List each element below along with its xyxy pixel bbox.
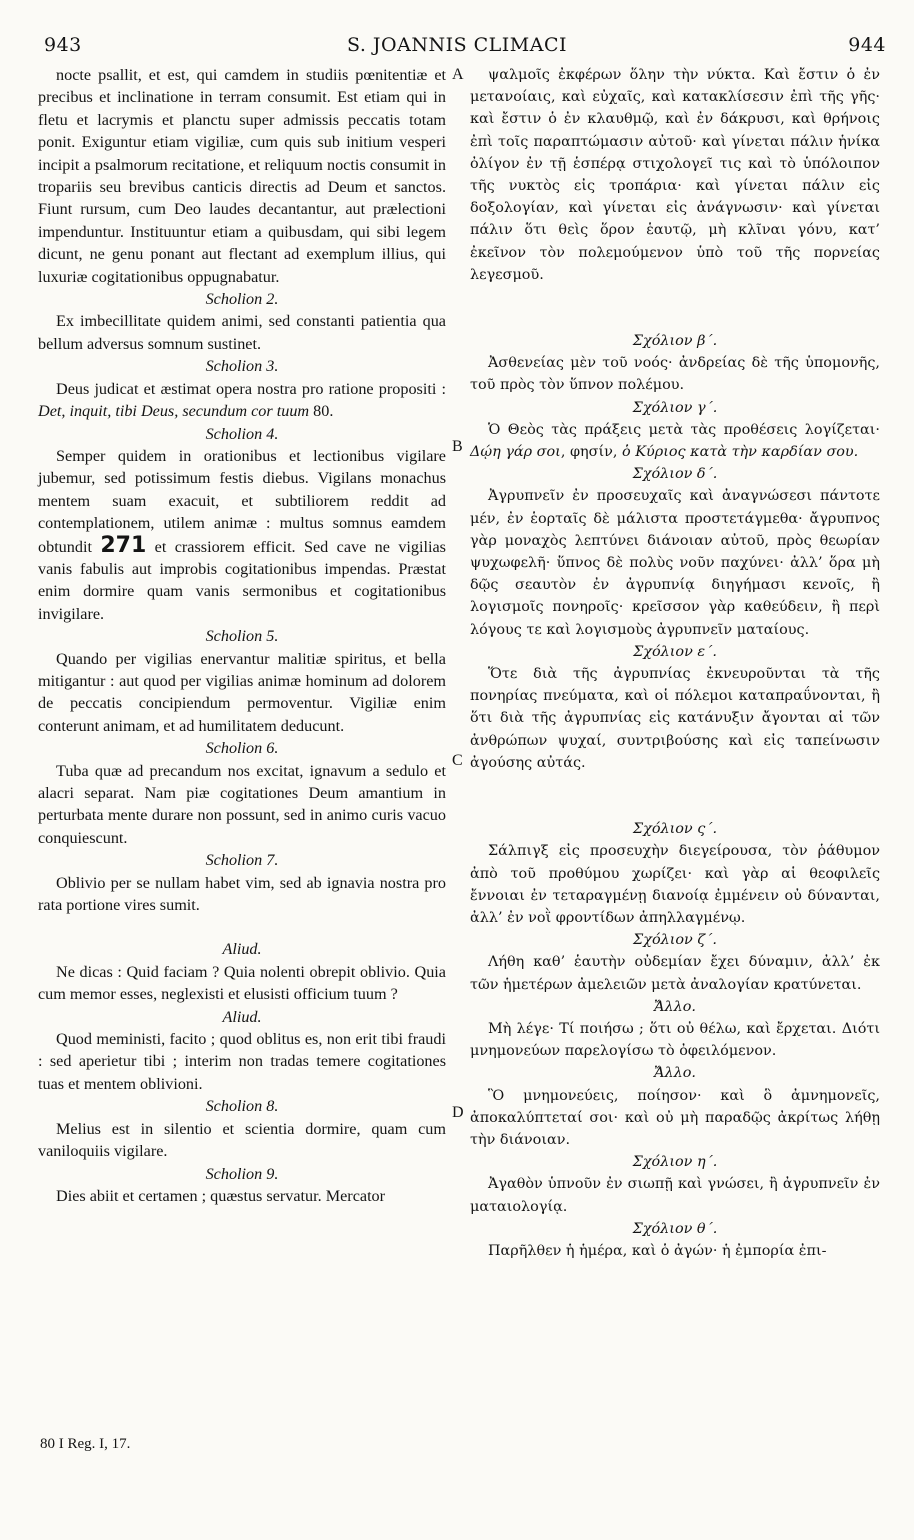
paragraph: Λήθη καθ’ ἑαυτὴν οὐδεμίαν ἔχει δύναμιν, ἀλλ’ ἐκ τῶν ἡμετέρων ἀμελειῶν μετὰ ἀναλογίαν κρατύνεται. xyxy=(470,954,880,993)
running-title: S. JOANNIS CLIMACI xyxy=(346,34,568,56)
footnote: 80 I Reg. I, 17. xyxy=(40,1436,131,1452)
section-heading: Aliud. xyxy=(222,940,262,959)
margin-marker-d: D xyxy=(452,1104,464,1121)
paragraph: Dies abiit et certamen ; quæstus servatur. Mercator xyxy=(56,1186,386,1205)
spacer xyxy=(38,916,446,938)
section-heading: Scholion 7. xyxy=(205,851,279,870)
paragraph: Ὃ μνημονεύεις, ποίησον· καὶ ὃ ἀμνημονεῖς, ἀποκαλύπτεταί σοι· καὶ οὐ μὴ παραδῷς ἀκρίτως λήθῃ τὴν διάνοιαν. xyxy=(470,1087,880,1148)
paragraph: Ἀγρυπνεῖν ἐν προσευχαῖς καὶ ἀναγνώσεσι πάντοτε μέν, ἐν ἑορταῖς δὲ μάλιστα προστετάγμεθα· ἄγρυπνος γὰρ μοναχὸς λεπτύνει διάνοιαν αὐτοῦ, πρὸς θεωρίαν ψυχωφελῆ· ὕπνος δὲ πολὺς νοῦν παχύνει· ἀλλ’ ὅρα μὴ δῷς σεαυτὸν ἐν ἀγρυπνίᾳ διηγήμασι κενοῖς, ἢ λογισμοῖς πονηροῖς· κρεῖσσον γὰρ καθεύδειν, ἢ περὶ λόγους τε καὶ λογισμοὺς ἀγρυπνεῖν ματαίους. xyxy=(470,488,880,638)
section-heading: Aliud. xyxy=(222,1007,262,1026)
latin-column xyxy=(38,64,446,1207)
footnote-ref: 80. xyxy=(309,402,334,421)
paragraph: Ἀσθενείας μὲν τοῦ νοός· ἀνδρείας δὲ τῆς ὑπομονῆς, τοῦ πρὸς τὸν ὕπνον πολέμου. xyxy=(470,355,880,394)
section-heading: Scholion 4. xyxy=(205,424,279,443)
paragraph xyxy=(470,419,880,463)
section-heading: Scholion 3. xyxy=(205,357,279,376)
column-number: 271 xyxy=(100,532,147,558)
spacer xyxy=(470,774,880,818)
paragraph: Μὴ λέγε· Τί ποιήσω ; ὅτι οὐ θέλω, καὶ ἔρχεται. Διότι μνημονεύων παρελογίσω τὸ ὀφειλόμενον. xyxy=(470,1020,880,1060)
section-heading: Σχόλιον θ΄. xyxy=(632,1220,718,1237)
section-heading: Scholion 5. xyxy=(205,627,279,646)
paragraph: nocte psallit, et est, qui camdem in studiis pœnitentiæ et precibus et inclinatione in terram consumit. Est etiam qui in fletu et lacrymis et planctu super admissis peccatis totam ponit. Exiguntur etiam vigiliæ, cum quis sub initium vesperi incipit a psalmorum recitatione, et reliquum noctis consumit in tropariis seu brevibus canticis directis ad Deum et sanctos. Fiunt rursum, cum Deo laudes decantantur, aut prælectioni impenduntur. Instituuntur etiam a quibusdam, qui sibi legem dicunt, ne genu ponant aut flectant ad exemplum illius, qui luxuriæ cogitationibus oppugnabatur. xyxy=(38,66,446,286)
section-heading: Scholion 8. xyxy=(205,1097,279,1116)
paragraph: Ὅτε διὰ τῆς ἀγρυπνίας ἐκνευροῦνται τὰ τῆς πονηρίας πνεύματα, καὶ οἱ πόλεμοι καταπραΰνονται, ἢ ὅτι διὰ τῆς ἀγρυπνίας εἰς κατάνυξιν ἄγονται αἱ τῶν ἀνθρώπων ψυχαί, συντριβούσης καὶ εἰς ταπείνωσιν ἀγούσης αὐτάς. xyxy=(470,666,880,771)
section-heading: Σχόλιον ς΄. xyxy=(632,821,718,838)
paragraph xyxy=(38,378,446,423)
margin-marker-c: C xyxy=(452,752,463,769)
paragraph: Ne dicas : Quid faciam ? Quia nolenti obrepit oblivio. Quia cum memor esses, neglexisti et elusisti officium tuum ? xyxy=(38,962,446,1004)
running-header xyxy=(0,34,914,64)
paragraph xyxy=(38,445,446,625)
text-run: Semper quidem in orationibus et lectionibus vigilare jubemur, sed potissimum festis diebus. Vigilans monachus mentem suam exacuit, et subtiliorem reddit ad contemplationem, utilem animæ : multus somnus eamdem obtundit xyxy=(38,446,446,556)
paragraph: Ex imbecillitate quidem animi, sed constanti patientia qua bellum adversus somnum sustinet. xyxy=(38,312,446,353)
paragraph: Tuba quæ ad precandum nos excitat, ignavum a sedulo et alacri separat. Nam piæ cogitationes Deum amantium in perturbata mente durare non possunt, sed in animo curis vacuo conquiescunt. xyxy=(38,761,446,847)
section-heading: Σχόλιον η΄. xyxy=(632,1154,718,1171)
section-heading: Scholion 9. xyxy=(205,1164,279,1183)
scripture-quote: ὁ Κύριος κατὰ τὴν καρδίαν σου. xyxy=(622,444,859,461)
paragraph: Σάλπιγξ εἰς προσευχὴν διεγείρουσα, τὸν ῥάθυμον ἀπὸ τοῦ προθύμου χωρίζει· καὶ γὰρ αἱ θεοφιλεῖς ἔννοιαι ἐν τεταραγμένῃ διανοίᾳ ἐμμένειν οὐ δύνανται, ἀλλ’ ἐν νοῒ φροντίδων ἀπηλλαγμένῳ. xyxy=(470,843,880,926)
section-heading: Scholion 2. xyxy=(205,290,279,309)
text-run: et crassiorem efficit. Sed cave ne vigilias vanis fabulis aut improbis cogitationibus impendas. Præstat enim dormire quam vanis sermonibus et cogitationibus invigilare. xyxy=(38,537,446,623)
page-number-left: 943 xyxy=(44,34,82,56)
text-run: , φησίν, xyxy=(560,444,623,461)
paragraph: ψαλμοῖς ἐκφέρων ὅλην τὴν νύκτα. Καὶ ἔστιν ὁ ἐν μετανοίαις, καὶ εὐχαῖς, καὶ κατακλίσεσιν ἐπὶ τῆς γῆς· καὶ ἔστιν ὁ ἐν κλαυθμῷ, καὶ ἐν δάκρυσι, καὶ θρήνοις ἐπὶ τοῖς παραπτώμασιν αὐτοῦ· καὶ γίνεται πάλιν ἡνίκα ὀλίγον ἐν τῇ ἑσπέρᾳ στιχολογεῖ τις καὶ τὸ ὑπόλοιπον τῆς νυκτὸς εἰς τροπάρια· καὶ γίνεται πάλιν εἰς δοξολογίαν, καὶ γίνεται εἰς ἀνάγνωσιν· καὶ γίνεται πάλιν ὅτι θεὶς ὅρον ἑαυτῷ, μὴ κλῖναι γόνυ, κατ’ ἐκεῖνον τὸν πολεμούμενον ὑπὸ τοῦ τῆς πορνείας λεγεσμοῦ. xyxy=(470,67,880,283)
paragraph: Oblivio per se nullam habet vim, sed ab ignavia nostra pro rata portione vires sumit. xyxy=(38,873,446,915)
text-run: Deus judicat et æstimat opera nostra pro ratione propositi : xyxy=(56,379,446,398)
section-heading: Scholion 6. xyxy=(205,739,279,758)
paragraph: Παρῆλθεν ἡ ἡμέρα, καὶ ὁ ἀγών· ἡ ἐμπορία ἐπι- xyxy=(488,1242,827,1259)
section-heading: Σχόλιον β΄. xyxy=(632,333,718,350)
section-heading: Ἄλλο. xyxy=(653,1065,697,1082)
scripture-quote: Det, inquit, tibi Deus, secundum cor tuum xyxy=(38,402,310,421)
greek-column xyxy=(470,64,880,1262)
paragraph: Ἀγαθὸν ὑπνοῦν ἐν σιωπῇ καὶ γνώσει, ἢ ἀγρυπνεῖν ἐν ματαιολογίᾳ. xyxy=(470,1176,880,1215)
scripture-quote: Δῴη γάρ σοι xyxy=(470,444,561,461)
section-heading: Σχόλιον δ΄. xyxy=(632,466,718,483)
section-heading: Σχόλιον γ΄. xyxy=(632,399,718,416)
spacer xyxy=(470,286,880,330)
section-heading: Ἄλλο. xyxy=(653,998,697,1015)
margin-marker-b: B xyxy=(452,438,463,455)
paragraph: Quando per vigilias enervantur malitiæ spiritus, et bella mitigantur : aut quod per vigilias animæ hominum ad dolorem de peccatis concipiendum permoventur. Vigiliæ enim conterunt animam, et ad humilitatem deducunt. xyxy=(38,649,446,735)
paragraph: Quod meministi, facito ; quod oblitus es, non erit tibi fraudi : sed aperietur tibi ; interim non tradas temere cogitationes tuas et mentem oblivioni. xyxy=(38,1030,446,1093)
section-heading: Σχόλιον ζ΄. xyxy=(633,932,717,949)
paragraph: Melius est in silentio et scientia dormire, quam cum vaniloquiis vigilare. xyxy=(38,1119,446,1161)
text-run: Ὁ Θεὸς τὰς πράξεις μετὰ τὰς προθέσεις λογίζεται· xyxy=(488,421,880,438)
margin-marker-a: A xyxy=(452,66,464,83)
section-heading: Σχόλιον ε΄. xyxy=(633,643,717,660)
page-number-right: 944 xyxy=(848,34,886,56)
